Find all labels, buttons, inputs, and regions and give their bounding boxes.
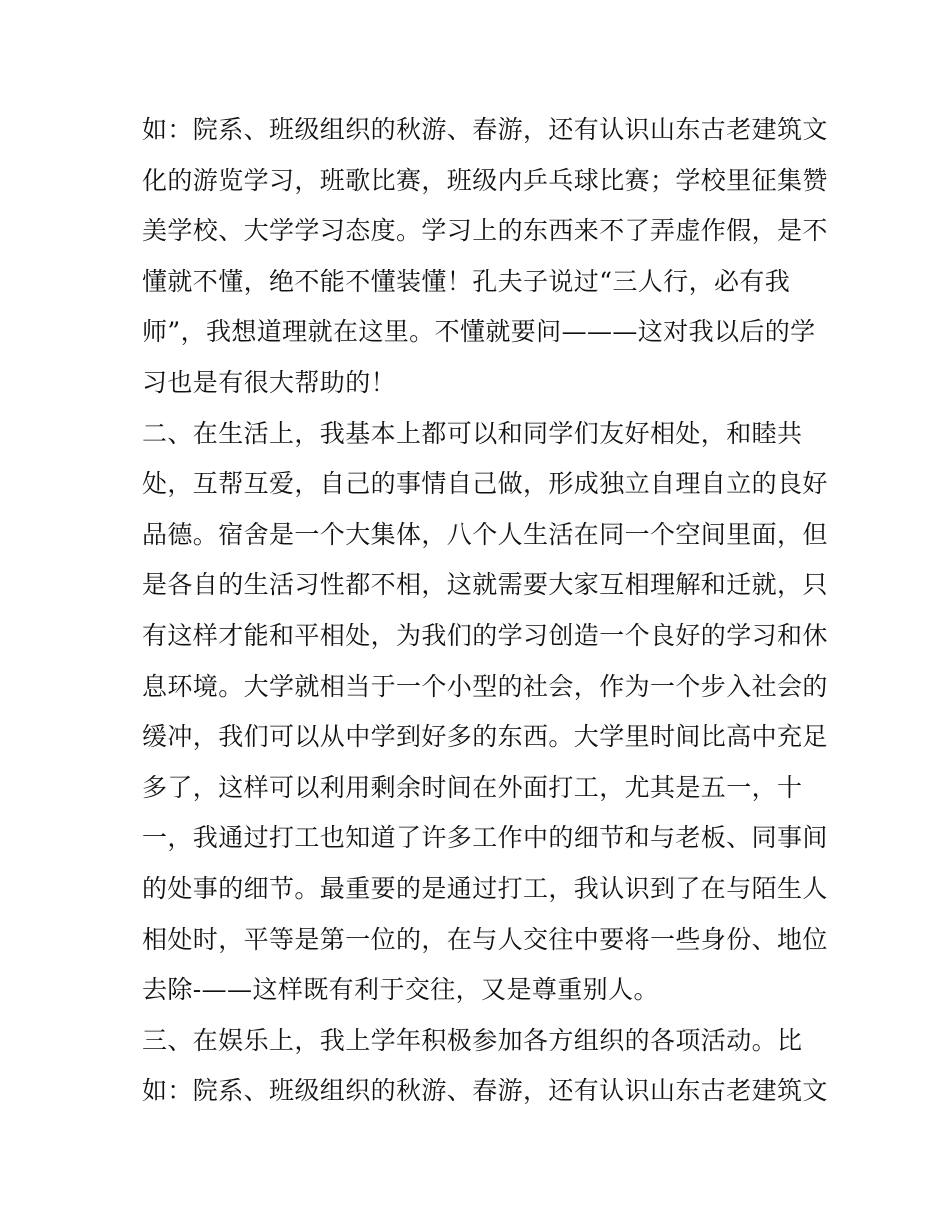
text-line: 师”，我想道理就在这里。不懂就要问———这对我以后的学 <box>142 317 816 347</box>
text-line: 如：院系、班级组织的秋游、春游，还有认识山东古老建筑文 <box>142 1076 828 1106</box>
text-line: 三、在娱乐上，我上学年积极参加各方组织的各项活动。比 <box>142 1025 803 1055</box>
text-line: 化的游览学习，班歌比赛，班级内乒乓球比赛；学校里征集赞 <box>142 165 828 195</box>
text-line: 的处事的细节。最重要的是通过打工，我认识到了在与陌生人 <box>142 873 828 903</box>
text-line: 相处时，平等是第一位的，在与人交往中要将一些身份、地位 <box>142 924 828 954</box>
text-line: 如：院系、班级组织的秋游、春游，还有认识山东古老建筑文 <box>142 115 828 144</box>
text-line: 懂就不懂，绝不能不懂装懂！孔夫子说过“三人行，必有我 <box>142 266 791 296</box>
document-body <box>142 105 828 1117</box>
text-line: 习也是有很大帮助的！ <box>142 367 397 397</box>
text-line: 一，我通过打工也知道了许多工作中的细节和与老板、同事间 <box>142 823 828 853</box>
text-line: 品德。宿舍是一个大集体，八个人生活在同一个空间里面，但 <box>142 519 828 549</box>
text-line: 是各自的生活习性都不相，这就需要大家互相理解和迁就，只 <box>142 570 828 600</box>
text-line: 有这样才能和平相处，为我们的学习创造一个良好的学习和休 <box>142 620 828 650</box>
text-line: 去除-——这样既有利于交往，又是尊重别人。 <box>142 975 659 1005</box>
text-line: 处，互帮互爱，自己的事情自己做，形成独立自理自立的良好 <box>142 469 828 499</box>
text-line: 二、在生活上，我基本上都可以和同学们友好相处，和睦共 <box>142 418 803 448</box>
text-line: 缓冲，我们可以从中学到好多的东西。大学里时间比高中充足 <box>142 722 828 752</box>
text-line: 多了，这样可以利用剩余时间在外面打工，尤其是五一，十 <box>142 772 803 802</box>
text-line: 息环境。大学就相当于一个小型的社会，作为一个步入社会的 <box>142 671 828 701</box>
text-line: 美学校、大学学习态度。学习上的东西来不了弄虚作假，是不 <box>142 216 828 246</box>
